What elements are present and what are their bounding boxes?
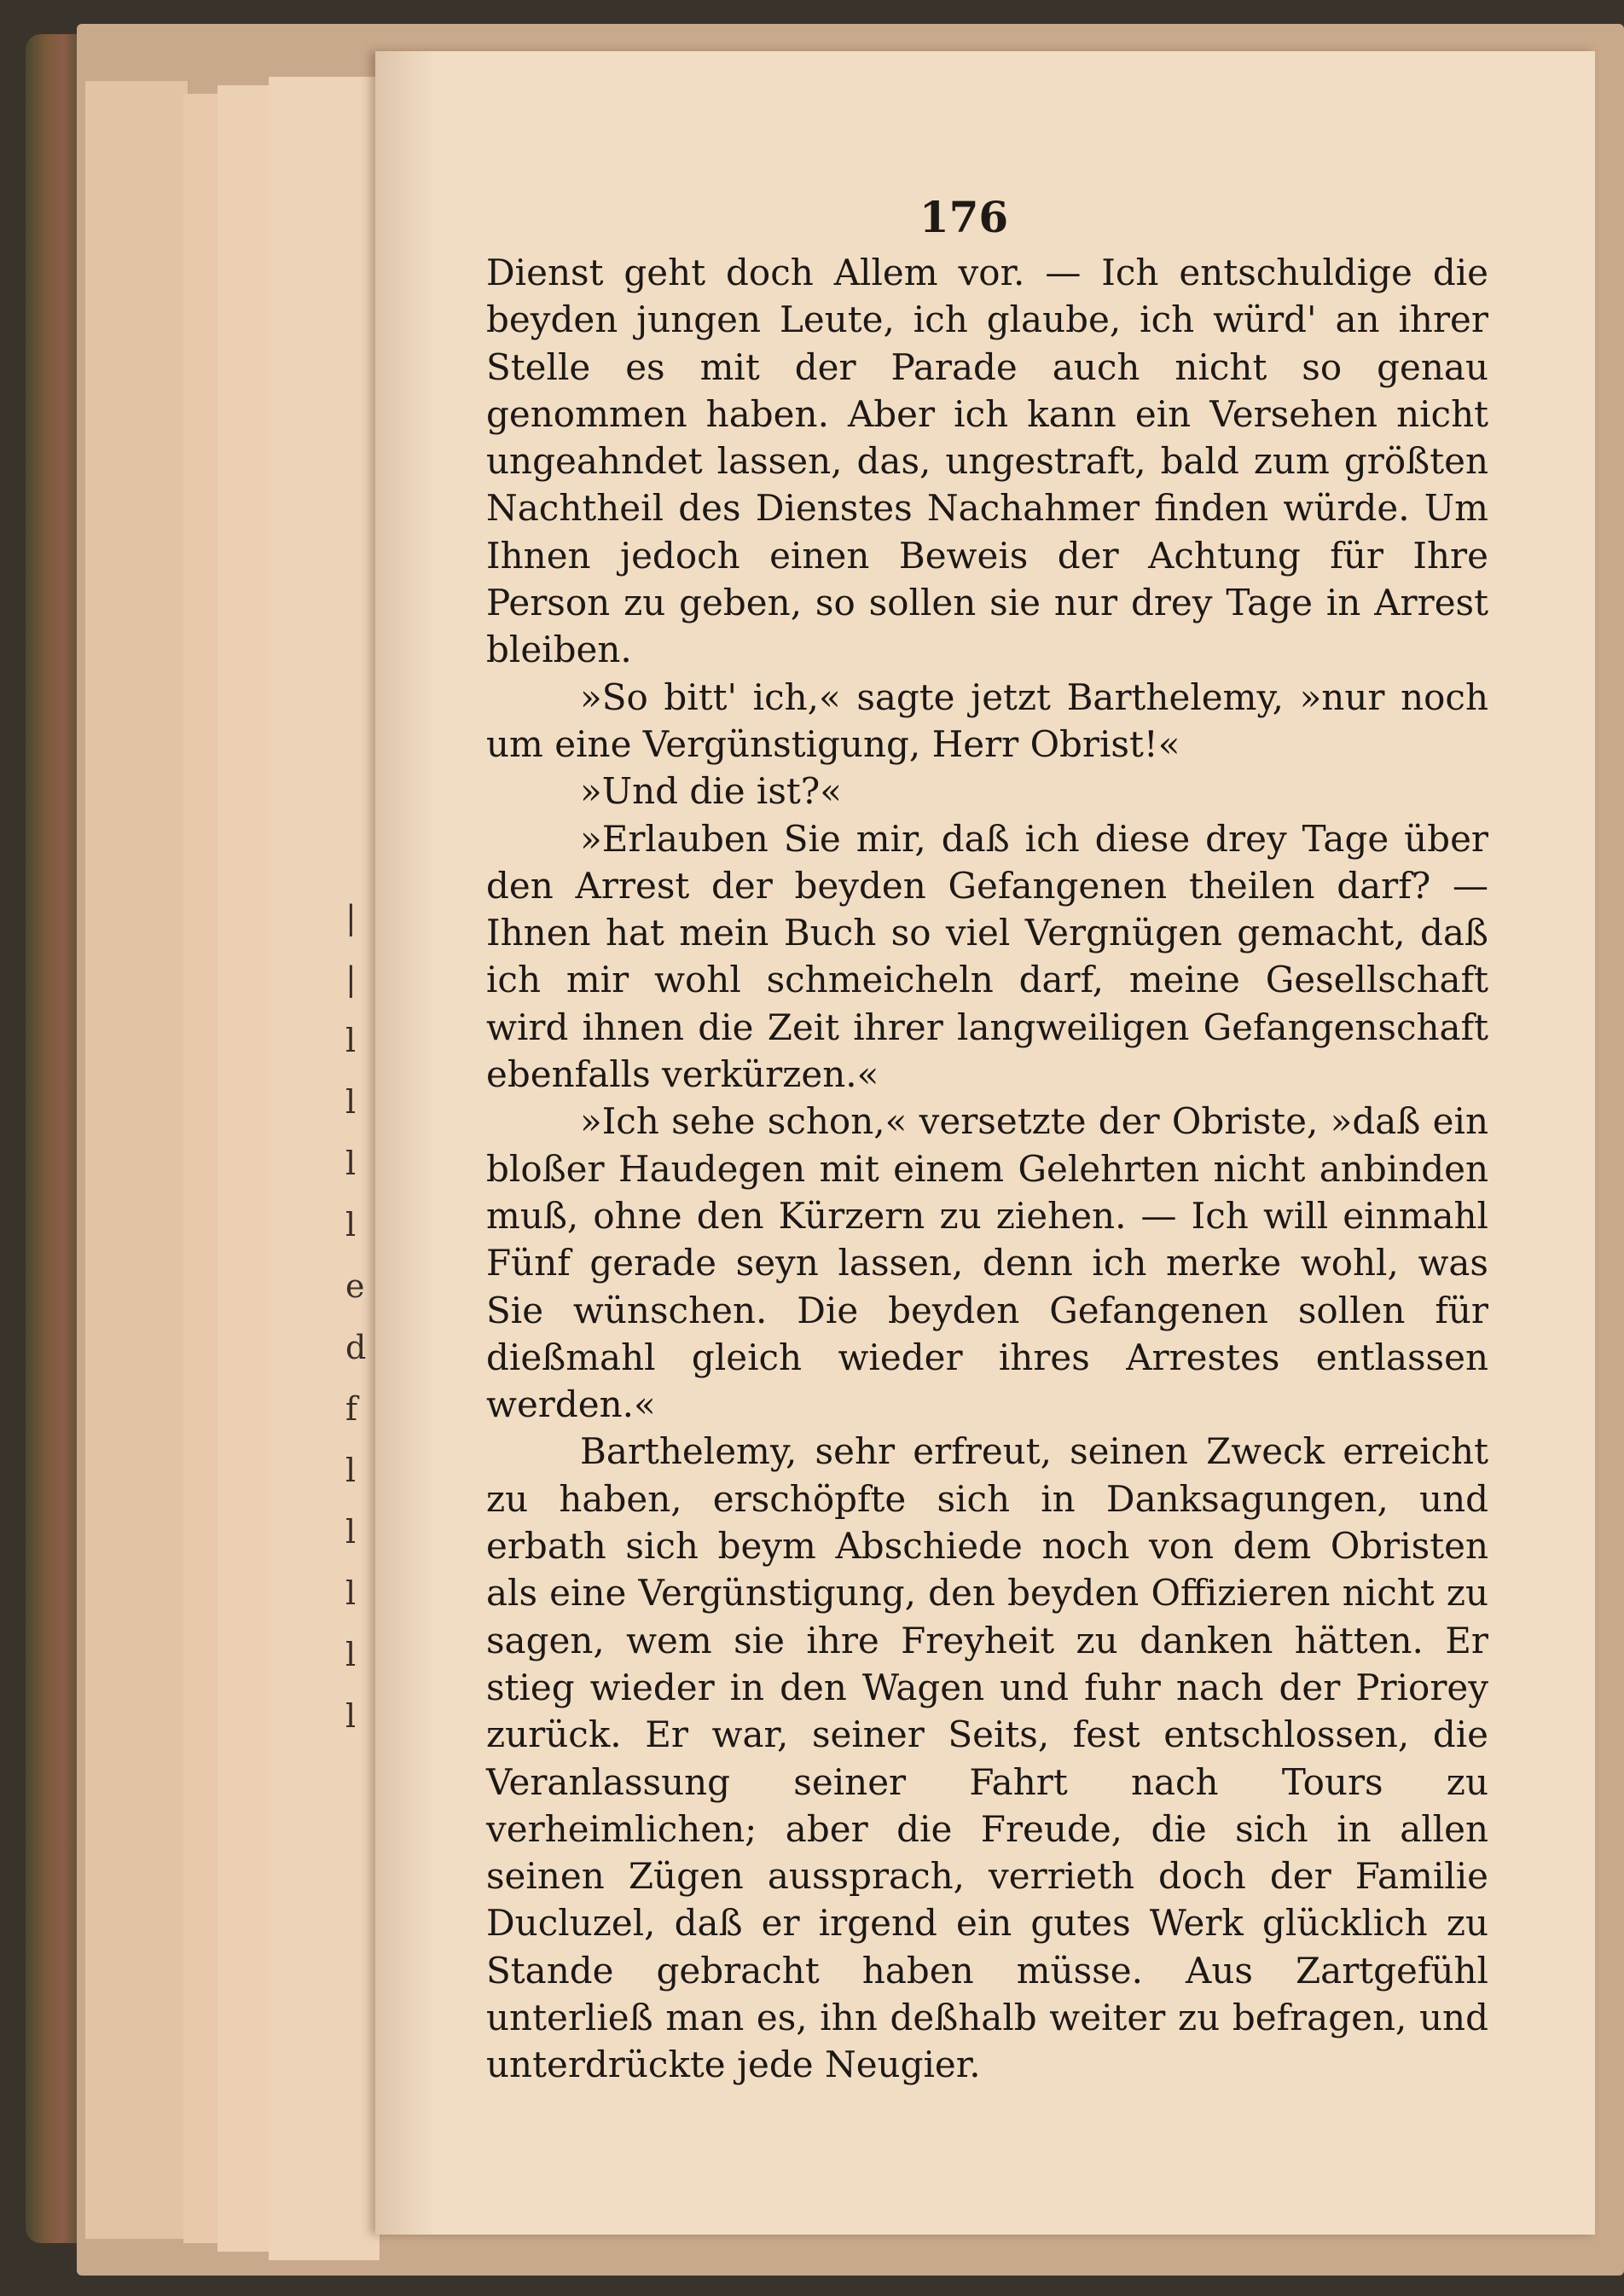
- page-edge: [85, 81, 189, 2239]
- paragraph: Dienst geht doch Allem vor. — Ich entschuldige die beyden jungen Leute, ich glaube, ich würd' an ihrer Stelle es mit der Parade auch nicht so genau genommen haben. Aber ich kann ein Versehen nicht ungeahndet lassen, das, ungestraft, bald zum größten Nachtheil des Dienstes Nachahmer finden würde. Um Ihnen jedoch einen Beweis der Achtung für Ihre Person zu geben, so sollen sie nur drey Tage in Arrest bleiben.: [486, 252, 1488, 671]
- previous-page-letter-fragments: | | l l l l e d f l l l l l: [345, 899, 367, 1735]
- book-page: [375, 51, 1595, 2235]
- page-number: 176: [919, 192, 1009, 242]
- page-edge: [218, 85, 270, 2252]
- paragraph: »Ich sehe schon,« versetzte der Obriste, »daß ein bloßer Haudegen mit einem Gelehrten nicht anbinden muß, ohne den Kürzern zu ziehen. — Ich will einmahl Fünf gerade seyn lassen, denn ich merke wohl, was Sie wünschen. Die beyden Gefangenen sollen für dießmahl gleich wieder ihres Arrestes entlassen werden.«: [486, 1100, 1488, 1426]
- page-edge: [183, 94, 219, 2243]
- paragraph: »Erlauben Sie mir, daß ich diese drey Tage über den Arrest der beyden Gefangenen theilen darf? — Ihnen hat mein Buch so viel Vergnügen gemacht, daß ich mir wohl schmeicheln darf, meine Gesellschaft wird ihnen die Zeit ihrer langweiligen Gefangenschaft ebenfalls verkürzen.«: [486, 817, 1488, 1096]
- gutter-shadow: [375, 51, 435, 2235]
- paragraph: Barthelemy, sehr erfreut, seinen Zweck erreicht zu haben, erschöpfte sich in Danksagungen, und erbath sich beym Abschiede noch von dem Obristen als eine Vergünstigung, den beyden Offizieren nicht zu sagen, wem sie ihre Freyheit zu danken hätten. Er stieg wieder in den Wagen und fuhr nach der Priorey zurück. Er war, seiner Seits, fest entschlossen, die Veranlassung seiner Fahrt nach Tours zu verheimlichen; aber die Freude, die sich in allen seinen Zügen aussprach, verrieth doch der Familie Ducluzel, daß er irgend ein gutes Werk glücklich zu Stande gebracht haben müsse. Aus Zartgefühl unterließ man es, ihn deßhalb weiter zu befragen, und unterdrückte jede Neugier.: [486, 1430, 1488, 2086]
- paragraph: »So bitt' ich,« sagte jetzt Barthelemy, »nur noch um eine Vergünstigung, Herr Obrist!«: [486, 675, 1488, 765]
- body-text: [486, 249, 1488, 2089]
- paragraph: »Und die ist?«: [580, 770, 842, 813]
